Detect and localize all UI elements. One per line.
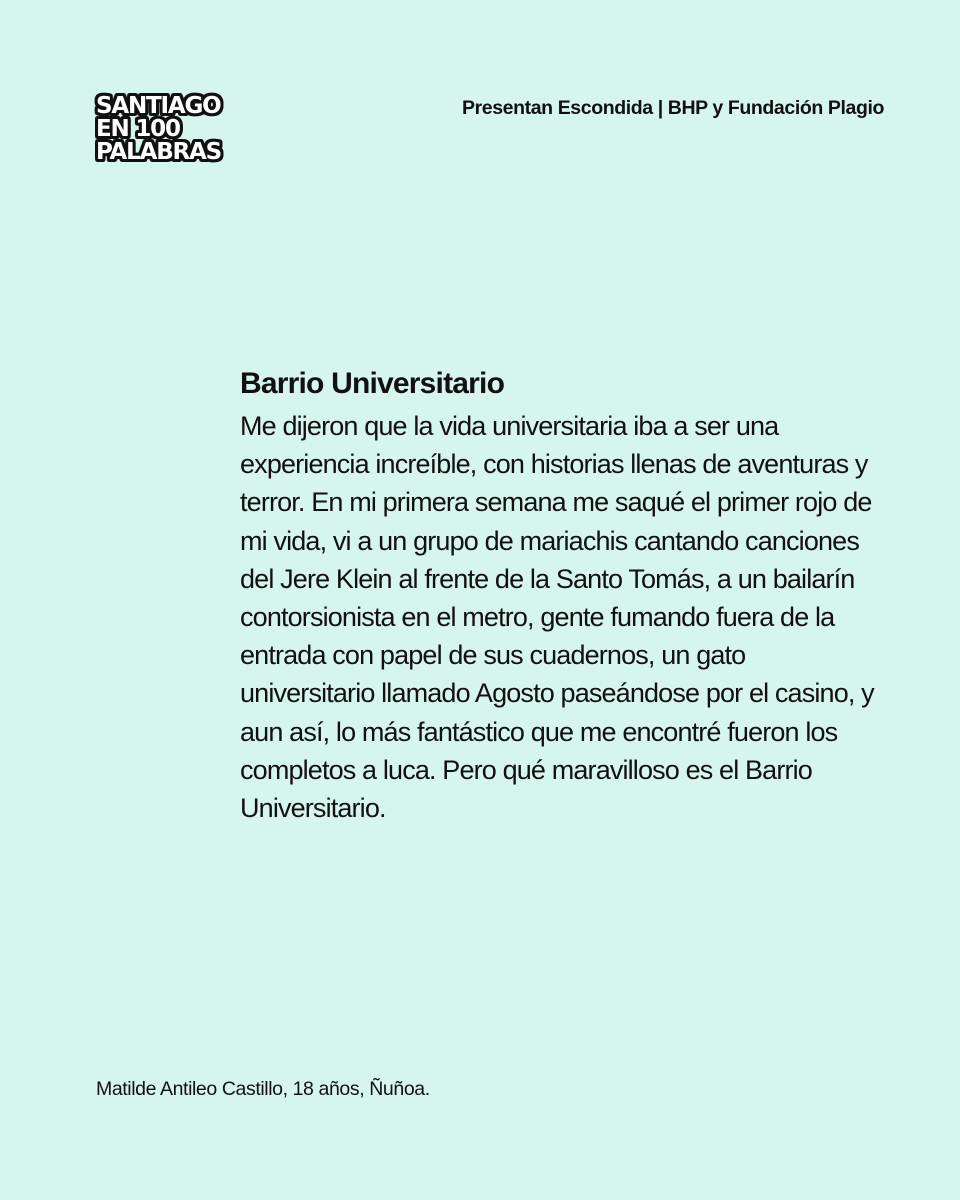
story	[240, 362, 880, 827]
story-body: Me dijeron que la vida universitaria iba a ser una experiencia increíble, con historias llenas de aventuras y terror. En mi primera semana me saqué el primer rojo de mi vida, vi a un grupo de mariachis cantando canciones del Jere Klein al frente de la Santo Tomás, a un bailarín contorsionista en el metro, gente fumando fuera de la entrada con papel de sus cuadernos, un gato universitario llamado Agosto paseándose por el casino, y aun así, lo más fantástico que me encontré fueron los completos a luca. Pero qué maravilloso es el Barrio Universitario.	[240, 411, 874, 824]
logo-line-1: SANTIAGO	[96, 93, 221, 119]
logo-line-2: EN 100	[96, 116, 180, 142]
logo-line-3: PALABRAS	[96, 139, 222, 165]
author-credit: Matilde Antileo Castillo, 18 años, Ñuñoa.	[96, 1078, 430, 1100]
santiago-en-100-palabras-logo	[96, 95, 236, 164]
presenters-text: Presentan Escondida | BHP y Fundación Plagio	[461, 97, 884, 119]
story-title: Barrio Universitario	[240, 367, 505, 400]
